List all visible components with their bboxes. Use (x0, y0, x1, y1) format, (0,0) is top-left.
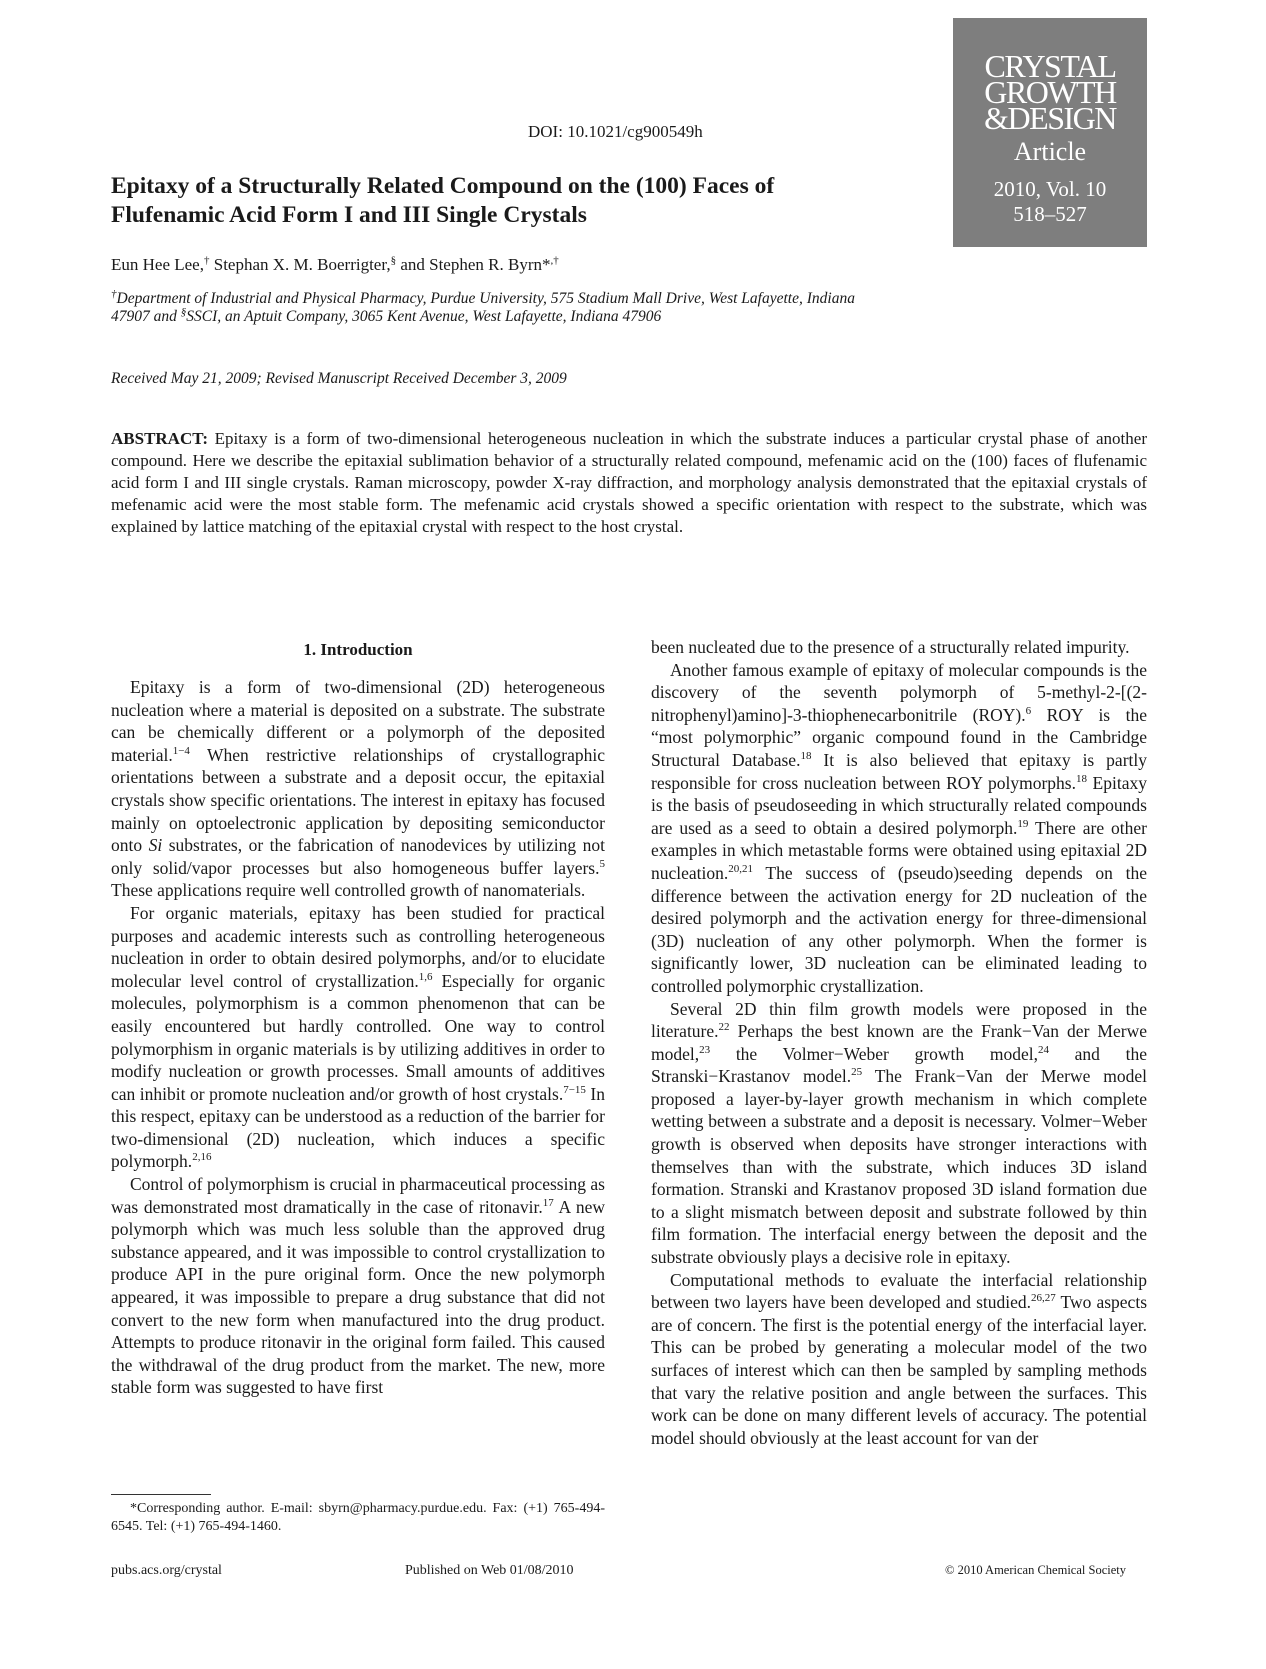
text-run: Epitaxy is the basis of pseudoseeding in which structurally related compounds are used as a seed to obtain a desired polymorph. (651, 772, 1147, 838)
corresponding-author-footnote: *Corresponding author. E-mail: sbyrn@pharmacy.purdue.edu. Fax: (+1) 765-494-6545. Tel: (+1) 765-494-1460. (111, 1501, 605, 1534)
citation: 20,21 (728, 863, 754, 876)
text-run: Perhaps the best known are the Frank−Van der Merwe model, (651, 1021, 1147, 1064)
affiliation-text: SSCI, an Aptuit Company, 3065 Kent Avenue, West Lafayette, Indiana 47906 (186, 308, 662, 325)
text-run: Two aspects are of concern. The first is the potential energy of the interfacial layer. This can be probed by generating a molecular model of the two surfaces of interest which can then be sampled by sampling methods that vary the relative position and angle between the surfaces. This work can be done on many different levels of accuracy. The potential model should obviously at the least account for van der (651, 1292, 1148, 1448)
affiliations (111, 287, 871, 326)
journal-name-line: GROWTH (984, 74, 1116, 110)
paragraph (651, 998, 1147, 1269)
volume-info (953, 177, 1147, 227)
text-run: It is also believed that epitaxy is partly responsible for cross nucleation between ROY polymorphs. (651, 749, 1147, 793)
page-range: 518–527 (1013, 202, 1087, 226)
body-column-left (111, 676, 605, 1399)
footer-journal-url: pubs.acs.org/crystal (111, 1563, 222, 1578)
affiliation-mark: § (390, 254, 397, 267)
text-run: These applications require well controlled growth of nanomaterials. (111, 880, 586, 901)
abstract-label: ABSTRACT: (111, 429, 208, 448)
citation: 26,27 (1031, 1292, 1056, 1305)
article-type: Article (1013, 137, 1087, 166)
affiliation-mark: † (111, 287, 117, 300)
abstract (111, 428, 1147, 538)
text-run: For organic materials, epitaxy has been studied for practical purposes and academic interests such as controlling heterogeneous nucleation in order to obtain desired polymorphs, and/or to elucidate molecular level control of crystallization. (111, 902, 605, 991)
citation: 19 (1017, 817, 1029, 830)
text-run: The success of (pseudo)seeding depends on the difference between the activation energy for 2D nucleation of the desired polymorph and the activation energy for three-dimensional (3D) nucleation of any other polymorph. When the former is significantly lower, 3D nucleation can be eliminated leading to controlled polymorphic crystallization. (651, 862, 1147, 996)
author-list (111, 255, 559, 275)
citation: 5 (599, 857, 605, 870)
citation: 24 (1037, 1043, 1049, 1056)
text-run: Control of polymorphism is crucial in pharmaceutical processing as was demonstrated most dramatically in the case of ritonavir. (111, 1174, 605, 1217)
text-run: Especially for organic molecules, polymorphism is a common phenomenon that can be easily encountered but hardly controlled. One way to control polymorphism in organic materials is by utilizing additives in order to modify nucleation or growth processes. Small amounts of additives can inhibit or promote nucleation and/or growth of host crystals. (111, 970, 605, 1104)
author-name: Stephan X. M. Boerrigter, (209, 255, 391, 274)
citation: 2,16 (192, 1151, 212, 1164)
citation: 1−4 (172, 744, 190, 757)
text-run: Computational methods to evaluate the interfacial relationship between two layers have been developed and studied. (651, 1269, 1147, 1313)
text-run: There are other examples in which metastable forms were obtained using epitaxial 2D nucleation. (651, 817, 1148, 883)
text-run: A new polymorph which was much less soluble than the approved drug substance appeared, and it was impossible to control crystallization to produce API in the pure original form. Once the new polymorph appeared, it was impossible to prepare a drug substance that did not convert to the new form when manufactured into the drug product. Attempts to produce ritonavir in the original form failed. This caused the withdrawal of the drug product from the market. The new, more stable form was suggested to have first (111, 1196, 605, 1398)
footer-publication-date: Published on Web 01/08/2010 (405, 1563, 574, 1578)
text-run: The Frank−Van der Merwe model proposed a layer-by-layer growth mechanism in which complete wetting between a substrate and a deposit is necessary. Volmer−Weber growth is observed when deposits have stronger interactions with themselves than with the substrate, which induces 3D island formation. Stranski and Krastanov proposed 3D island formation due to a slight mismatch between deposit and substrate followed by thin film formation. The interfacial energy between the deposit and the substrate obviously plays a decisive role in epitaxy. (651, 1066, 1147, 1268)
text-run: ROY is the “most polymorphic” organic compound found in the Cambridge Structural Database. (651, 704, 1147, 770)
text-run: Si (148, 835, 163, 856)
abstract-text: Epitaxy is a form of two-dimensional heterogeneous nucleation in which the substrate induces a particular crystal phase of another compound. Here we describe the epitaxial sublimation behavior of a structurally related compound, mefenamic acid on the (100) faces of flufenamic acid form I and III single crystals. Raman microscopy, powder X-ray diffraction, and morphology analysis demonstrated that the epitaxial crystals of mefenamic acid were the most stable form. The mefenamic acid crystals showed a specific orientation with respect to the substrate, which was explained by lattice matching of the epitaxial crystal with respect to the host crystal. (111, 429, 1147, 536)
text-run: Several 2D thin film growth models were proposed in the literature. (651, 998, 1147, 1042)
citation: 7−15 (563, 1083, 586, 1096)
affiliation-mark: § (180, 305, 187, 318)
text-run: Epitaxy is a form of two-dimensional (2D) heterogeneous nucleation where a material is deposited on a substrate. The substrate can be chemically different or a polymorph of the deposited material. (111, 677, 605, 765)
citation: 25 (851, 1066, 863, 1079)
text-run: Another famous example of epitaxy of molecular compounds is the discovery of the seventh polymorph of 5-methyl-2-[(2-nitrophenyl)amino]-3-thiophenecarbonitrile (ROY). (651, 659, 1147, 725)
journal-badge (953, 18, 1147, 247)
article-title: Epitaxy of a Structurally Related Compound on the (100) Faces of Flufenamic Acid Form I and III Single Crystals (111, 173, 775, 228)
affiliation-mark: ,† (550, 254, 559, 267)
text-run: the Volmer−Weber growth model, (710, 1043, 1038, 1064)
journal-name (953, 48, 1147, 136)
citation: 17 (542, 1196, 554, 1209)
text-run: When restrictive relationships of crystallographic orientations between a substrate and a deposit occur, the epitaxial crystals show specific orientations. The interest in epitaxy has focused mainly on optoelectronic application by depositing semiconductor onto (111, 744, 605, 856)
author-name: and Stephen R. Byrn* (396, 255, 551, 274)
doi: DOI: 10.1021/cg900549h (528, 122, 703, 141)
affiliation-text: Department of Industrial and Physical Pharmacy, Purdue University, 575 Stadium Mall Drive, West Lafayette, Indiana 47907 and (111, 290, 855, 325)
paragraph (111, 1173, 605, 1399)
text-run: In this respect, epitaxy can be understood as a reduction of the barrier for two-dimensional (2D) nucleation, which induces a specific polymorph. (111, 1083, 606, 1172)
affiliation-mark: † (203, 254, 210, 267)
paragraph (651, 636, 1147, 659)
citation: 23 (699, 1043, 711, 1056)
footnote-divider (111, 1494, 211, 1495)
citation: 1,6 (418, 970, 433, 983)
received-dates: Received May 21, 2009; Revised Manuscript Received December 3, 2009 (111, 370, 567, 387)
section-heading: 1. Introduction (303, 640, 413, 659)
citation: 18 (800, 750, 812, 763)
citation: 22 (718, 1021, 730, 1034)
journal-name-line: CRYSTAL (984, 48, 1116, 84)
paragraph (111, 676, 605, 902)
paragraph (651, 659, 1147, 998)
text-run: been nucleated due to the presence of a structurally related impurity. (651, 637, 1130, 657)
text-run: and the Stranski−Krastanov model. (651, 1043, 1147, 1087)
paragraph (651, 1269, 1147, 1450)
citation: 18 (1075, 772, 1087, 785)
text-run: substrates, or the fabrication of nanodevices by utilizing not only solid/vapor processes but also homogeneous buffer layers. (111, 835, 605, 878)
journal-name-line: &DESIGN (984, 100, 1116, 136)
author-name: Eun Hee Lee, (111, 255, 204, 274)
paragraph (111, 902, 605, 1173)
year-volume: 2010, Vol. 10 (993, 177, 1107, 201)
citation: 6 (1025, 704, 1032, 717)
footer-copyright: © 2010 American Chemical Society (945, 1563, 1126, 1577)
body-column-right (651, 636, 1147, 1449)
